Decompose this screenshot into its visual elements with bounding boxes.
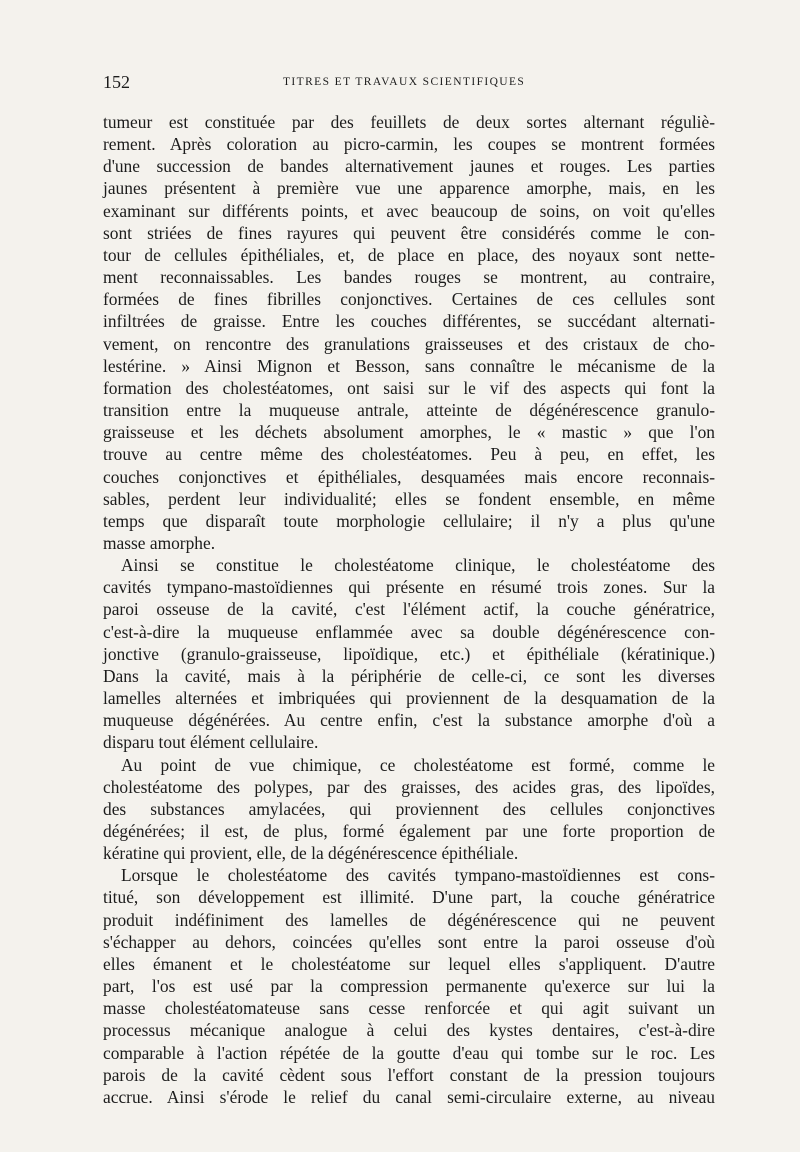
text-line: processus mécanique analogue à celui des kystes dentaires, c'est-à-dire bbox=[103, 1020, 715, 1041]
text-line: paroi osseuse de la cavité, c'est l'élément actif, la couche génératrice, bbox=[103, 599, 715, 620]
text-line: rement. Après coloration au picro-carmin, les coupes se montrent formées bbox=[103, 134, 715, 155]
text-line: cholestéatome des polypes, par des graisses, des acides gras, des lipoïdes, bbox=[103, 776, 715, 797]
text-line: vement, on rencontre des granulations graisseuses et des cristaux de cho- bbox=[103, 333, 715, 354]
text-line: ment reconnaissables. Les bandes rouges se montrent, au contraire, bbox=[103, 267, 715, 288]
text-line: jaunes présentent à première vue une apparence amorphe, mais, en les bbox=[103, 178, 715, 199]
running-head bbox=[103, 72, 715, 102]
text-line: transition entre la muqueuse antrale, atteinte de dégénérescence granulo- bbox=[103, 400, 715, 421]
text-line: accrue. Ainsi s'érode le relief du canal semi-circulaire externe, au niveau bbox=[103, 1086, 715, 1107]
text-line: sables, perdent leur individualité; elles se fondent ensemble, en même bbox=[103, 488, 715, 509]
text-line: cavités tympano-mastoïdiennes qui présente en résumé trois zones. Sur la bbox=[103, 577, 715, 598]
text-line: produit indéfiniment des lamelles de dégénérescence qui ne peuvent bbox=[103, 909, 715, 930]
text-line: trouve au centre même des cholestéatomes. Peu à peu, en effet, les bbox=[103, 444, 715, 465]
text-line: Lorsque le cholestéatome des cavités tympano-mastoïdiennes est cons- bbox=[121, 865, 715, 886]
text-line: formation des cholestéatomes, ont saisi sur le vif des aspects qui font la bbox=[103, 377, 715, 398]
text-line: s'échapper au dehors, coincées qu'elles sont entre la paroi osseuse d'où bbox=[103, 931, 715, 952]
text-line: Dans la cavité, mais à la périphérie de celle-ci, ce sont les diverses bbox=[103, 665, 715, 686]
text-line: d'une succession de bandes alternativement jaunes et rouges. Les parties bbox=[103, 156, 715, 177]
running-title: TITRES ET TRAVAUX SCIENTIFIQUES bbox=[283, 76, 526, 88]
text-line: infiltrées de graisse. Entre les couches différentes, se succédant alternati- bbox=[103, 311, 715, 332]
text-line: parois de la cavité cèdent sous l'effort constant de la pression toujours bbox=[103, 1064, 715, 1085]
text-line: Au point de vue chimique, ce cholestéatome est formé, comme le bbox=[121, 754, 715, 775]
text-line: disparu tout élément cellulaire. bbox=[103, 732, 319, 753]
text-line: lamelles alternées et imbriquées qui proviennent de la desquamation de la bbox=[103, 688, 715, 709]
text-line: c'est-à-dire la muqueuse enflammée avec sa double dégénérescence con- bbox=[103, 621, 715, 642]
text-line: kératine qui provient, elle, de la dégénérescence épithéliale. bbox=[103, 843, 519, 864]
body-text bbox=[103, 111, 715, 1108]
text-line: comparable à l'action répétée de la goutte d'eau qui tombe sur le roc. Les bbox=[103, 1042, 715, 1063]
text-line: muqueuse dégénérées. Au centre enfin, c'est la substance amorphe d'où a bbox=[103, 710, 715, 731]
text-line: examinant sur différents points, et avec beaucoup de soins, on voit qu'elles bbox=[103, 200, 715, 221]
text-line: titué, son développement est illimité. D'une part, la couche génératrice bbox=[103, 887, 715, 908]
text-line: tour de cellules épithéliales, et, de place en place, des noyaux sont nette- bbox=[103, 244, 715, 265]
text-line: formées de fines fibrilles conjonctives. Certaines de ces cellules sont bbox=[103, 289, 715, 310]
text-line: tumeur est constituée par des feuillets de deux sortes alternant réguliè- bbox=[103, 112, 715, 132]
text-line: sont striées de fines rayures qui peuvent être considérés comme le con- bbox=[103, 222, 715, 243]
text-line: masse cholestéatomateuse sans cesse renforcée et qui agit suivant un bbox=[103, 998, 715, 1019]
text-line: Ainsi se constitue le cholestéatome clinique, le cholestéatome des bbox=[121, 555, 715, 576]
text-line: lestérine. » Ainsi Mignon et Besson, sans connaître le mécanisme de la bbox=[103, 355, 715, 376]
text-line: jonctive (granulo-graisseuse, lipoïdique, etc.) et épithéliale (kératinique.) bbox=[103, 643, 715, 664]
page-number: 152 bbox=[103, 72, 130, 92]
text-line: dégénérées; il est, de plus, formé également par une forte proportion de bbox=[103, 821, 715, 841]
text-line: part, l'os est usé par la compression permanente qu'exerce sur lui la bbox=[103, 976, 715, 997]
text-line: des substances amylacées, qui proviennent des cellules conjonctives bbox=[103, 798, 715, 819]
text-line: graisseuse et les déchets absolument amorphes, le « mastic » que l'on bbox=[103, 422, 715, 443]
text-line: couches conjonctives et épithéliales, desquamées mais encore reconnais- bbox=[103, 466, 715, 487]
text-line: masse amorphe. bbox=[103, 532, 216, 553]
text-line: elles émanent et le cholestéatome sur lequel elles s'appliquent. D'autre bbox=[103, 953, 715, 974]
book-page bbox=[103, 72, 715, 1132]
text-line: temps que disparaît toute morphologie cellulaire; il n'y a plus qu'une bbox=[103, 510, 715, 531]
